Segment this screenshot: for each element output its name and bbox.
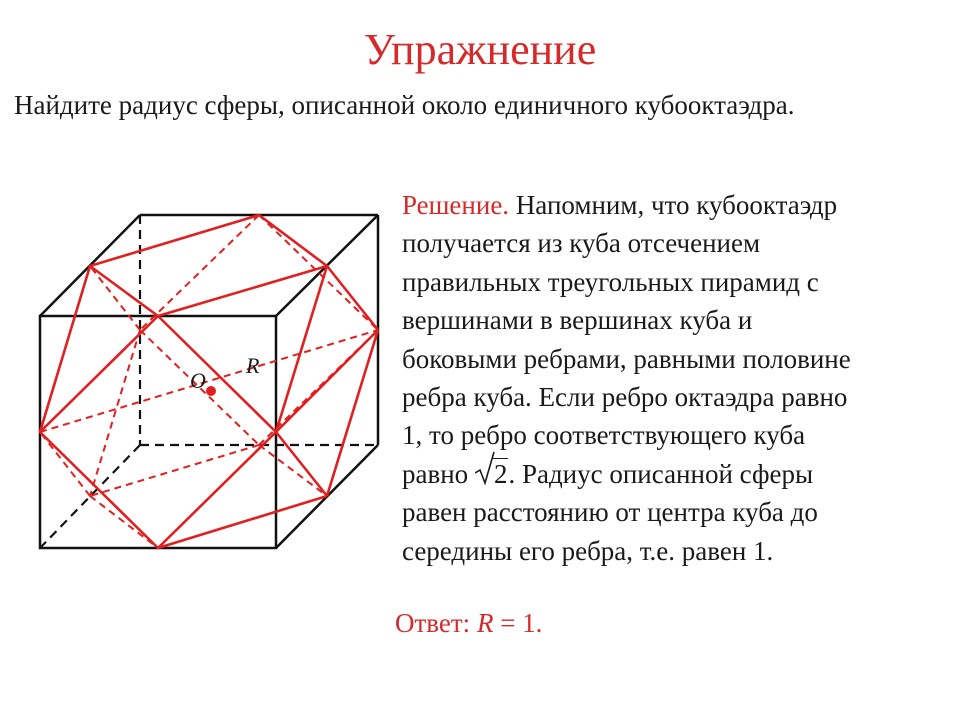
- solution-line-8-prefix: равно: [402, 458, 475, 489]
- sqrt-radicand: 2: [493, 458, 508, 489]
- answer-label: Ответ:: [395, 608, 477, 638]
- slide-title: Упражнение: [363, 25, 597, 74]
- solution-text: [402, 186, 950, 570]
- center-label: O: [190, 368, 206, 393]
- solution-line-4: вершинами в вершинах куба и: [402, 305, 753, 336]
- solution-line-6: ребра куба. Если ребро октаэдра равно: [402, 382, 848, 413]
- solution-line-9: равен расстоянию от центра куба до: [402, 497, 818, 528]
- radical-sign: [475, 449, 495, 487]
- solution-line-2: получается из куба отсечением: [402, 228, 761, 259]
- solution-line-8-suffix: . Радиус описанной сферы: [508, 458, 814, 489]
- solution-line-1-text: Напомним, что кубооктаэдр: [509, 190, 838, 220]
- center-point: [206, 386, 216, 396]
- radius-label: R: [246, 353, 260, 378]
- solution-line-7: 1, то ребро соответствующего куба: [402, 420, 806, 451]
- answer: [395, 608, 542, 639]
- solution-line-3: правильных треугольных пирамид с: [402, 266, 819, 297]
- cuboctahedron-figure: [0, 180, 400, 580]
- solution-line-1: [402, 186, 950, 224]
- solution-line-5: боковыми ребрами, равными половине: [402, 343, 851, 374]
- sqrt-expression: [475, 455, 509, 493]
- solution-line-10: середины его ребра, т.е. равен 1.: [402, 535, 774, 566]
- solution-label: Решение.: [402, 190, 510, 220]
- answer-variable: R: [476, 608, 494, 638]
- cuboctahedron-edges: [40, 215, 378, 548]
- solution-line-8: [402, 455, 950, 493]
- answer-value: = 1.: [493, 608, 543, 638]
- task-statement: Найдите радиус сферы, описанной около единичного кубооктаэдра.: [14, 90, 795, 120]
